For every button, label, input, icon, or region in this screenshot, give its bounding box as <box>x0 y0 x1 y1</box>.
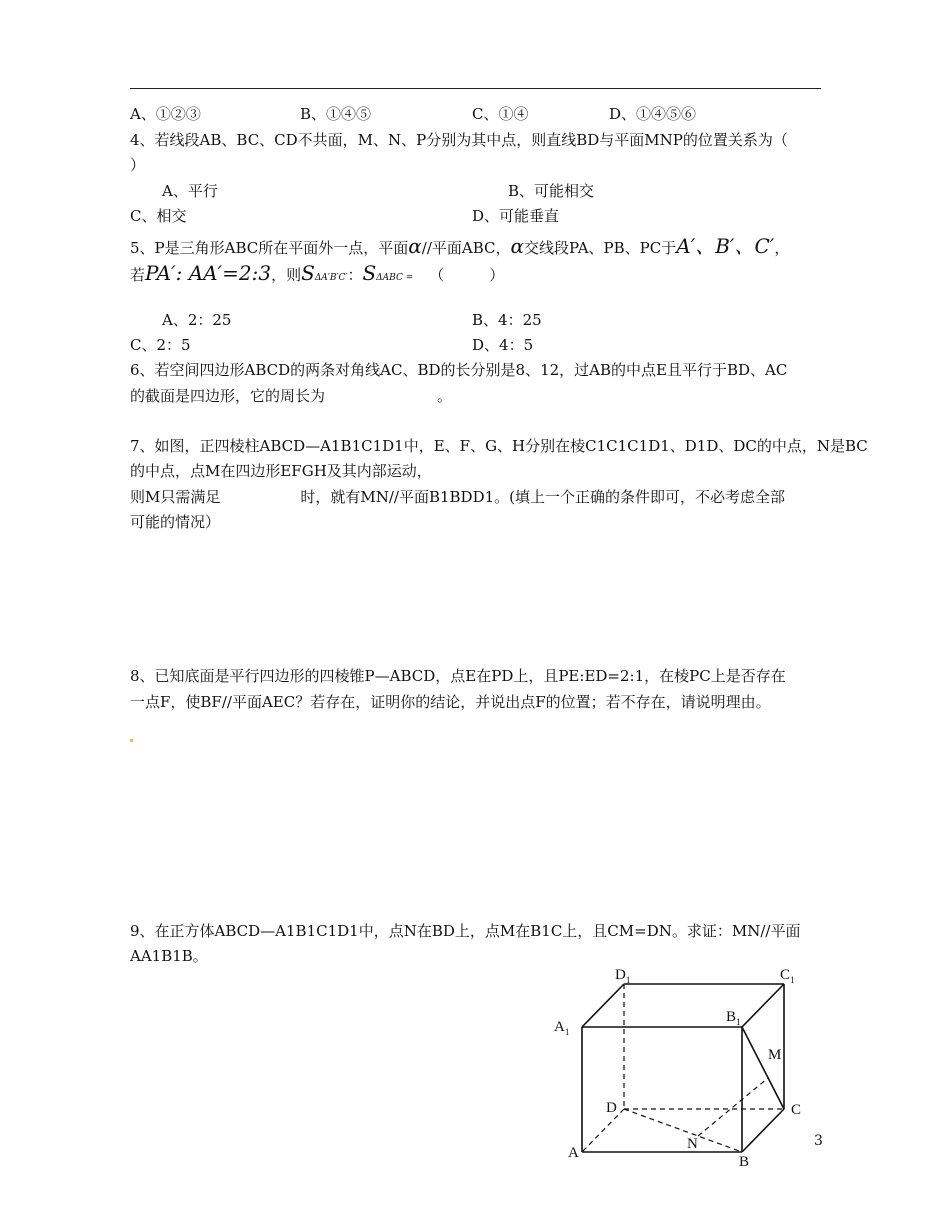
header-rule <box>130 88 821 89</box>
q5-option-c: C、2：5 <box>130 336 191 354</box>
hidden-edge-d-a <box>582 1109 624 1152</box>
hidden-segment-m-n <box>698 1078 768 1136</box>
label-a: A <box>568 1145 579 1161</box>
q7-text-a: 则M只需满足 <box>130 488 221 506</box>
q7-line-1: 7、如图，正四棱柱ABCD—A1B1C1D1中，E、F、G、H分别在棱C1C1C1D1、D1D、DC的中点，N是BC <box>130 437 868 455</box>
q9-line-1: 9、在正方体ABCD—A1B1C1D1中，点N在BD上，点M在B1C上，且CM=DN。求证：MN//平面 <box>130 922 801 940</box>
q9-line-2: AA1B1B。 <box>130 947 208 965</box>
q5-ruo: 若 <box>130 266 146 284</box>
label-n: N <box>687 1136 698 1152</box>
q5-text-2: //平面ABC， <box>421 239 511 257</box>
label-b1: $B_1$ <box>726 1009 741 1027</box>
q5-area-1: S <box>301 261 315 285</box>
label-d: D <box>606 1100 617 1116</box>
q5-ze: ，则 <box>271 266 302 284</box>
q7-line-4: 可能的情况） <box>130 513 221 531</box>
q5-area-1-sub: ΔA′B′C′ <box>314 273 348 283</box>
q5-option-a: A、2：25 <box>162 311 232 329</box>
q5-line-1 <box>130 236 789 258</box>
q5-line-2 <box>130 263 504 288</box>
page-number: 3 <box>814 1133 823 1149</box>
label-d1: $D_1$ <box>615 967 631 985</box>
label-a1: $A_1$ <box>554 1019 570 1037</box>
edge-a1-d1 <box>582 984 624 1027</box>
q3-option-a: A、①②③ <box>130 105 201 123</box>
q3-option-d: D、①④⑤⑥ <box>609 105 697 123</box>
q8-line-1: 8、已知底面是平行四边形的四棱锥P—ABCD，点E在PD上，且PE:ED=2:1，在棱PC上是否存在 <box>130 667 786 685</box>
label-c1: $C_1$ <box>780 967 795 985</box>
q5-option-b: B、4：25 <box>472 311 542 329</box>
hidden-diagonal-d-b <box>624 1109 742 1152</box>
q5-comma: ， <box>774 239 790 257</box>
q5-points: A′、B′、C′ <box>676 234 775 258</box>
label-c: C <box>791 1102 802 1118</box>
q4-option-b: B、可能相交 <box>508 182 595 200</box>
q6-period: 。 <box>437 387 453 405</box>
label-b: B <box>739 1154 750 1170</box>
q3-option-b: B、①④⑤ <box>300 105 372 123</box>
q4-stem: 4、若线段AB、BC、CD不共面，M、N、P分别为其中点，则直线BD与平面MNP的位置关系为（ <box>130 131 788 149</box>
q5-ratio: PA′: AA′=2:3 <box>145 261 272 285</box>
q6-text: 的截面是四边形，它的周长为 <box>130 387 326 405</box>
q5-area-2-sub: ΔABC = <box>376 273 414 283</box>
q5-area-2: S <box>362 261 377 285</box>
q4-option-a: A、平行 <box>162 182 218 200</box>
q6-line-2 <box>130 386 452 406</box>
q6-line-1: 6、若空间四边形ABCD的两条对角线AC、BD的长分别是8、12，过AB的中点E且平行于BD、AC <box>130 361 788 379</box>
q5-alpha-2: α <box>510 234 524 258</box>
cube-figure <box>540 960 820 1175</box>
q4-option-c: C、相交 <box>130 207 187 225</box>
q5-text-3: 交线段PA、PB、PC于 <box>524 239 677 257</box>
q7-line-2: 的中点，点M在四边形EFGH及其内部运动， <box>130 462 432 480</box>
q4-stem-end: ） <box>130 156 146 174</box>
q5-blank: （ ） <box>429 266 505 284</box>
q5-alpha-1: α <box>408 234 422 258</box>
label-m: M <box>768 1047 782 1063</box>
yellow-mark <box>130 739 133 742</box>
q7-text-b: 时，就有MN//平面B1BDD1。(填上一个正确的条件即可，不必考虑全部 <box>300 488 786 506</box>
q7-line-3 <box>130 487 785 507</box>
q5-colon: ： <box>347 266 363 284</box>
q3-option-c: C、①④ <box>472 105 529 123</box>
q5-text-1: 5、P是三角形ABC所在平面外一点，平面 <box>130 239 409 257</box>
segment-b1-c <box>742 1027 784 1109</box>
q4-option-d: D、可能垂直 <box>472 207 560 225</box>
q5-option-d: D、4：5 <box>472 336 534 354</box>
edge-b1-c1 <box>742 984 784 1027</box>
edge-b-c <box>742 1109 784 1152</box>
q8-line-2: 一点F，使BF//平面AEC？若存在，证明你的结论，并说出点F的位置；若不存在，请说明理由。 <box>130 693 771 711</box>
